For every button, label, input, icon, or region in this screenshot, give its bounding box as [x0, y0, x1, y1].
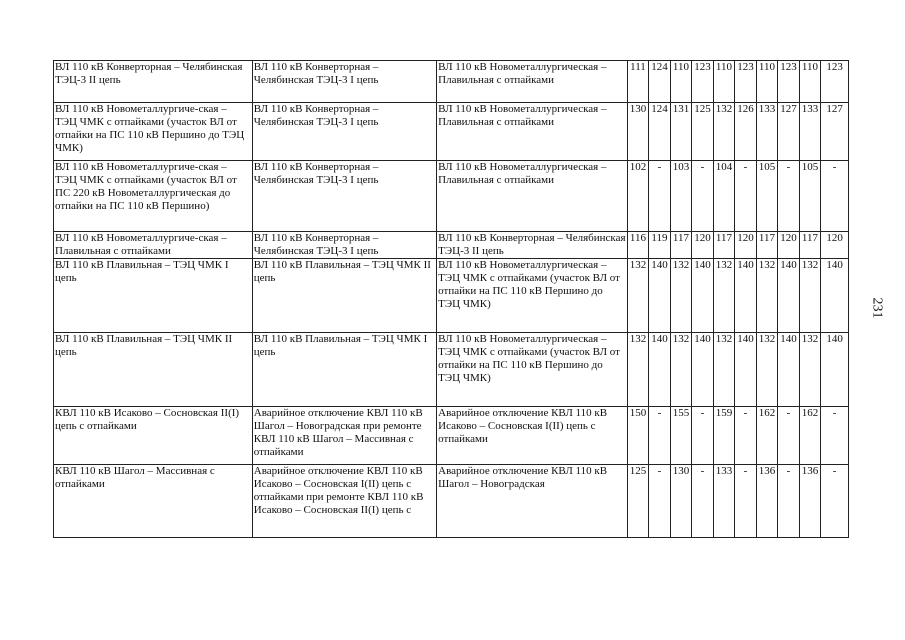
value-cell: 120 — [778, 232, 800, 259]
table-row — [54, 407, 849, 465]
affected-line-cell: ВЛ 110 кВ Новометаллургическая – Плавильная с отпайками — [437, 61, 628, 103]
value-cell: - — [778, 407, 800, 465]
outage-cell: ВЛ 110 кВ Конверторная – Челябинская ТЭЦ-3 I цепь — [252, 103, 436, 161]
value-cell: 140 — [692, 333, 714, 407]
value-cell: 132 — [756, 259, 778, 333]
value-cell: 102 — [627, 161, 649, 232]
value-cell: 127 — [778, 103, 800, 161]
value-cell: 159 — [713, 407, 735, 465]
value-cell: 132 — [713, 103, 735, 161]
value-cell: 132 — [713, 259, 735, 333]
value-cell: 132 — [670, 333, 692, 407]
value-cell: 131 — [670, 103, 692, 161]
line-name-cell: КВЛ 110 кВ Исаково – Сосновская II(I) цепь с отпайками — [54, 407, 253, 465]
value-cell: 130 — [670, 465, 692, 538]
value-cell: 119 — [649, 232, 671, 259]
value-cell: 110 — [756, 61, 778, 103]
value-cell: - — [649, 465, 671, 538]
value-cell: 125 — [627, 465, 649, 538]
limits-table — [53, 60, 849, 538]
value-cell: 136 — [799, 465, 821, 538]
value-cell: 133 — [713, 465, 735, 538]
value-cell: 126 — [735, 103, 757, 161]
outage-cell: ВЛ 110 кВ Плавильная – ТЭЦ ЧМК I цепь — [252, 333, 436, 407]
value-cell: - — [778, 465, 800, 538]
value-cell: - — [692, 465, 714, 538]
value-cell: 155 — [670, 407, 692, 465]
value-cell: 123 — [735, 61, 757, 103]
value-cell: 123 — [821, 61, 849, 103]
outage-cell: ВЛ 110 кВ Плавильная – ТЭЦ ЧМК II цепь — [252, 259, 436, 333]
value-cell: 124 — [649, 61, 671, 103]
value-cell: 120 — [735, 232, 757, 259]
value-cell: 105 — [799, 161, 821, 232]
value-cell: 133 — [799, 103, 821, 161]
value-cell: 162 — [756, 407, 778, 465]
page-number: 231 — [869, 297, 885, 319]
value-cell: - — [821, 465, 849, 538]
value-cell: 140 — [821, 259, 849, 333]
value-cell: 140 — [821, 333, 849, 407]
value-cell: 117 — [799, 232, 821, 259]
table-row — [54, 61, 849, 103]
line-name-cell: ВЛ 110 кВ Плавильная – ТЭЦ ЧМК I цепь — [54, 259, 253, 333]
value-cell: 132 — [713, 333, 735, 407]
value-cell: 132 — [627, 333, 649, 407]
value-cell: - — [649, 161, 671, 232]
value-cell: 120 — [821, 232, 849, 259]
value-cell: 104 — [713, 161, 735, 232]
value-cell: 116 — [627, 232, 649, 259]
line-name-cell: ВЛ 110 кВ Плавильная – ТЭЦ ЧМК II цепь — [54, 333, 253, 407]
line-name-cell: ВЛ 110 кВ Новометаллургиче-ская – Плавильная с отпайками — [54, 232, 253, 259]
value-cell: 120 — [692, 232, 714, 259]
affected-line-cell: ВЛ 110 кВ Новометаллургическая – Плавильная с отпайками — [437, 103, 628, 161]
value-cell: - — [735, 161, 757, 232]
value-cell: - — [821, 407, 849, 465]
line-name-cell: ВЛ 110 кВ Новометаллургиче-ская – ТЭЦ ЧМК с отпайками (участок ВЛ от ПС 220 кВ Новометаллургическая до отпайки на ПС 110 кВ Першино) — [54, 161, 253, 232]
value-cell: - — [692, 161, 714, 232]
value-cell: - — [735, 407, 757, 465]
value-cell: 140 — [649, 259, 671, 333]
value-cell: 127 — [821, 103, 849, 161]
value-cell: 130 — [627, 103, 649, 161]
value-cell: 132 — [627, 259, 649, 333]
value-cell: - — [778, 161, 800, 232]
value-cell: 132 — [670, 259, 692, 333]
value-cell: 133 — [756, 103, 778, 161]
affected-line-cell: ВЛ 110 кВ Новометаллургическая – ТЭЦ ЧМК с отпайками (участок ВЛ от отпайки на ПС 110 кВ Першино до ТЭЦ ЧМК) — [437, 259, 628, 333]
value-cell: 110 — [713, 61, 735, 103]
line-name-cell: ВЛ 110 кВ Конверторная – Челябинская ТЭЦ-3 II цепь — [54, 61, 253, 103]
value-cell: 140 — [778, 333, 800, 407]
value-cell: 105 — [756, 161, 778, 232]
value-cell: - — [649, 407, 671, 465]
value-cell: 140 — [649, 333, 671, 407]
outage-cell: Аварийное отключение КВЛ 110 кВ Исаково – Сосновская I(II) цепь с отпайками при ремонте КВЛ 110 кВ Исаково – Сосновская II(I) цепь с — [252, 465, 436, 538]
outage-cell: ВЛ 110 кВ Конверторная – Челябинская ТЭЦ-3 I цепь — [252, 232, 436, 259]
table-row — [54, 161, 849, 232]
affected-line-cell: ВЛ 110 кВ Конверторная – Челябинская ТЭЦ-3 II цепь — [438, 232, 626, 257]
value-cell: 150 — [627, 407, 649, 465]
value-cell: 124 — [649, 103, 671, 161]
value-cell: 132 — [799, 333, 821, 407]
value-cell: 140 — [735, 259, 757, 333]
value-cell: 110 — [799, 61, 821, 103]
value-cell: 103 — [670, 161, 692, 232]
line-name-cell: ВЛ 110 кВ Новометаллургиче-ская – ТЭЦ ЧМК с отпайками (участок ВЛ от отпайки на ПС 110 кВ Першино до ТЭЦ ЧМК) — [54, 103, 253, 161]
outage-cell: Аварийное отключение КВЛ 110 кВ Шагол – Новоградская при ремонте КВЛ 110 кВ Шагол – Массивная с отпайками — [252, 407, 436, 465]
outage-cell: ВЛ 110 кВ Конверторная – Челябинская ТЭЦ-3 I цепь — [252, 161, 436, 232]
value-cell: 111 — [627, 61, 649, 103]
value-cell: 140 — [735, 333, 757, 407]
value-cell: 140 — [778, 259, 800, 333]
table-row — [54, 103, 849, 161]
table-row — [54, 259, 849, 333]
value-cell: - — [735, 465, 757, 538]
table-row — [54, 232, 849, 259]
outage-cell: ВЛ 110 кВ Конверторная – Челябинская ТЭЦ-3 I цепь — [252, 61, 436, 103]
value-cell: - — [821, 161, 849, 232]
value-cell: 117 — [713, 232, 735, 259]
table-row — [54, 465, 849, 538]
value-cell: 117 — [670, 232, 692, 259]
value-cell: 162 — [799, 407, 821, 465]
value-cell: 117 — [756, 232, 778, 259]
line-name-cell: КВЛ 110 кВ Шагол – Массивная с отпайками — [54, 465, 253, 538]
table-row — [54, 333, 849, 407]
value-cell: 136 — [756, 465, 778, 538]
value-cell: 110 — [670, 61, 692, 103]
value-cell: 140 — [692, 259, 714, 333]
affected-line-cell: ВЛ 110 кВ Новометаллургическая – Плавильная с отпайками — [437, 161, 628, 232]
affected-line-cell: Аварийное отключение КВЛ 110 кВ Исаково – Сосновская I(II) цепь с отпайками — [437, 407, 628, 465]
value-cell: - — [692, 407, 714, 465]
affected-line-cell: ВЛ 110 кВ Новометаллургическая – ТЭЦ ЧМК с отпайками (участок ВЛ от отпайки на ПС 110 кВ Першино до ТЭЦ ЧМК) — [437, 333, 628, 407]
affected-line-cell: Аварийное отключение КВЛ 110 кВ Шагол – Новоградская — [437, 465, 628, 538]
value-cell: 123 — [778, 61, 800, 103]
value-cell: 123 — [692, 61, 714, 103]
value-cell: 125 — [692, 103, 714, 161]
value-cell: 132 — [799, 259, 821, 333]
value-cell: 132 — [756, 333, 778, 407]
